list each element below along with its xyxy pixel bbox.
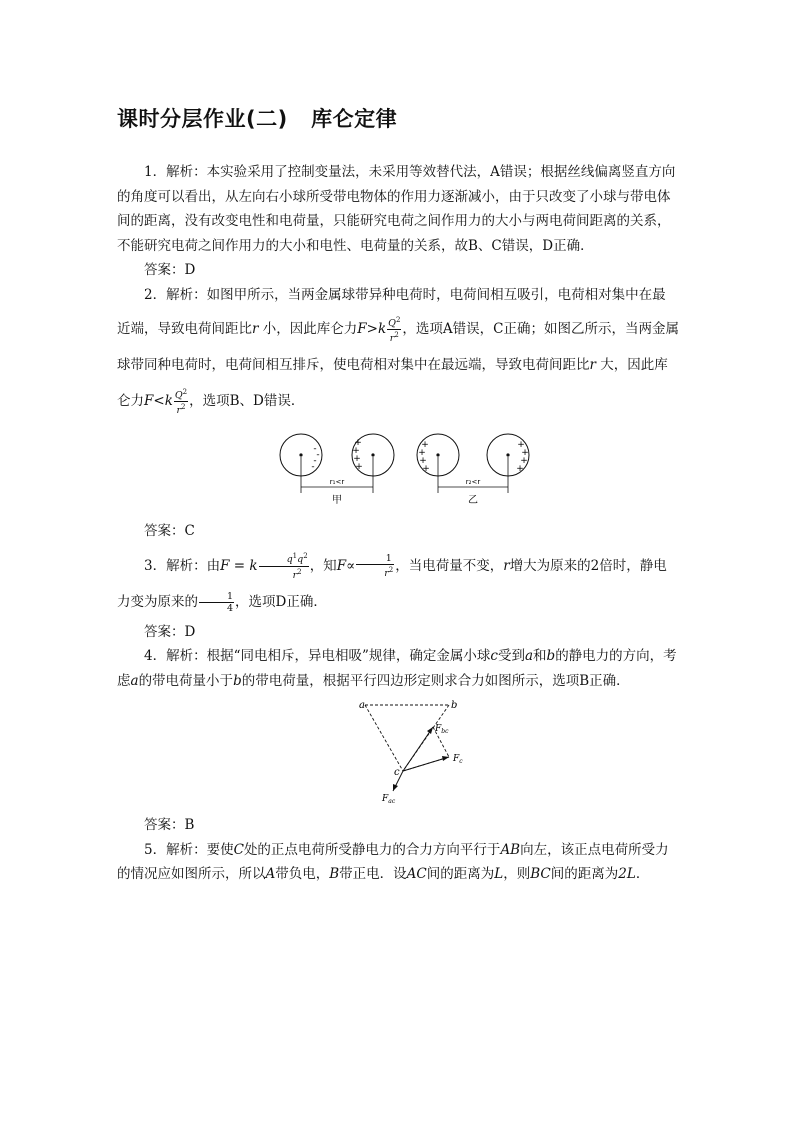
svg-text:-: - xyxy=(316,450,320,460)
q3-answer: 答案：D xyxy=(144,623,196,640)
svg-text:+: + xyxy=(354,438,362,448)
fraction-q2-over-r2-b: $\frac{Q^2}{r^2}$ xyxy=(174,387,188,417)
q5-paragraph: 5．解析：要使C处的正点电荷所受静电力的合力方向平行于AB向左，该正点电荷所受力的情况应如图所示，所以A带负电，B带正电．设AC间的距离为L，则BC间的距离为2L． xyxy=(117,841,669,882)
fraction-1-over-4: $\frac{1}{4}$ xyxy=(199,591,234,614)
page-title: 课时分层作业(二) 库仑定律 xyxy=(117,107,398,131)
figure-label-jia: 甲 xyxy=(332,495,342,506)
force-parallelogram-figure xyxy=(353,699,493,809)
q2-paragraph: 近端，导致电荷间距比r 小，因此库仑力F>k $\frac{Q^2}{r^2}$ ，选项A错误，C正确；如图乙所示，当两金属球带同种电荷时，电荷间相互排斥，使电荷相对集中在最远端，导致电荷间距比r 大，因此库仑力F<k $\frac{Q^2}{r^2}$ ，选项B、D错误． xyxy=(117,315,679,417)
svg-text:+: + xyxy=(419,456,427,466)
q2-paragraph-line1: 2．解析：如图甲所示，当两金属球带异种电荷时，电荷间相互吸引，电荷相对集中在最 xyxy=(144,286,666,303)
svg-text:+: + xyxy=(352,446,360,456)
svg-text:-: - xyxy=(311,462,315,472)
svg-text:+: + xyxy=(422,464,430,474)
q1-answer: 答案：D xyxy=(144,262,196,278)
distance-label-right: r₂<r xyxy=(465,478,481,486)
svg-text:+: + xyxy=(521,448,529,458)
q2-answer: 答案：C xyxy=(144,523,195,539)
q3-paragraph: 3．解析：由F = k $\frac{q^1q^2}{r^2}$ ，知F∝ $\frac{1}{r^2}$ ，当电荷量不变，r增大为原来的2倍时，静电力变为原来的 $\frac{1}{4}$ ，选项D正确． xyxy=(117,552,667,614)
charged-spheres-figure xyxy=(279,425,549,515)
fraction-1-over-r2: $\frac{1}{r^2}$ xyxy=(356,553,394,579)
force-bc-label: $F_{bc}$ xyxy=(435,724,449,735)
fraction-q2-over-r2: $\frac{Q^2}{r^2}$ xyxy=(388,315,401,345)
svg-text:+: + xyxy=(516,464,524,474)
svg-text:-: - xyxy=(313,444,317,454)
svg-text:+: + xyxy=(418,448,426,458)
point-b-label: b xyxy=(451,700,458,711)
svg-text:+: + xyxy=(355,462,363,472)
fraction-q1q2-over-r2: $\frac{q^1q^2}{r^2}$ xyxy=(259,551,309,580)
svg-text:+: + xyxy=(520,456,528,466)
svg-text:+: + xyxy=(517,440,525,450)
q4-answer: 答案：B xyxy=(144,817,195,833)
point-c-label: c xyxy=(394,767,400,778)
svg-text:+: + xyxy=(353,454,361,464)
q4-paragraph: 4．解析：根据“同电相斥，异电相吸”规律，确定金属小球c受到a和b的静电力的方向，考虑a的带电荷量小于b的带电荷量，根据平行四边形定则求合力如图所示，选项B正确． xyxy=(117,648,677,689)
distance-label-left: r₁<r xyxy=(329,478,345,486)
figure-label-yi: 乙 xyxy=(468,495,478,506)
force-c-label: $F_c$ xyxy=(453,754,463,765)
svg-text:+: + xyxy=(421,440,429,450)
q1-paragraph: 1．解析：本实验采用了控制变量法，未采用等效替代法，A错误；根据丝线偏离竖直方向的角度可以看出，从左向右小球所受带电物体的作用力逐渐减小，由于只改变了小球与带电体间的距离，没有改变电性和电荷量，只能研究电荷之间作用力的大小与两电荷间距离的关系，不能研究电荷之间作用力的大小和电性、电荷量的关系，故B、C错误，D正确． xyxy=(117,164,676,254)
document-body xyxy=(117,160,679,887)
force-ac-label: $F_{ac}$ xyxy=(382,794,396,805)
point-a-label: a xyxy=(359,700,365,711)
svg-text:-: - xyxy=(313,456,317,466)
